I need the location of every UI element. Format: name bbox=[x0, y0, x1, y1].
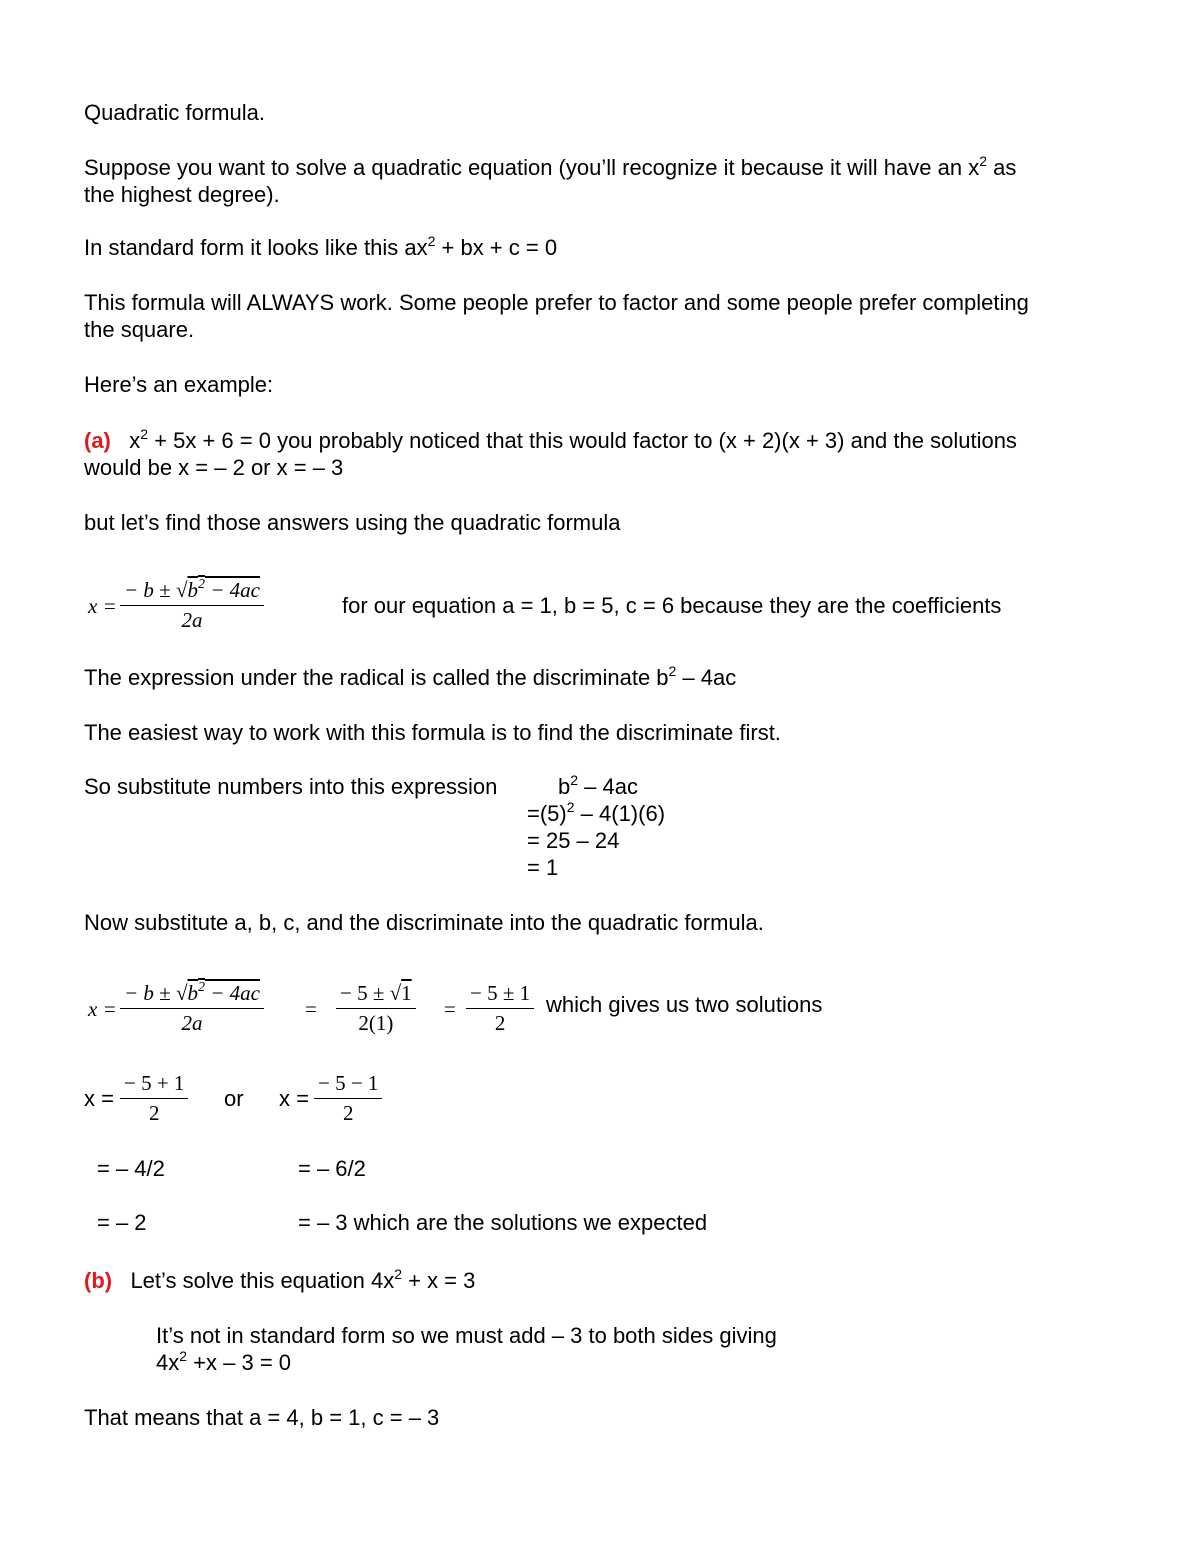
equals-sign-1: = bbox=[305, 997, 317, 1021]
or-text: or bbox=[224, 1086, 244, 1111]
x1-denominator: 2 bbox=[148, 1101, 160, 1125]
standard-form-exponent: 2 bbox=[427, 233, 436, 249]
x1-label: x = bbox=[84, 1086, 114, 1111]
result-2-right: = – 3 which are the solutions we expected bbox=[298, 1210, 708, 1235]
simplified-denominator: 2 bbox=[494, 1011, 506, 1035]
always-line-1: This formula will ALWAYS work. Some people prefer to factor and some people prefer completing bbox=[84, 290, 1029, 315]
part-a-line-1 bbox=[84, 427, 1017, 455]
standard-form-text: In standard form it looks like this ax bbox=[84, 235, 428, 260]
intro-line-2: the highest degree). bbox=[84, 182, 280, 207]
simplified-fraction bbox=[466, 981, 534, 1036]
easiest-line: The easiest way to work with this formula is to find the discriminate first. bbox=[84, 720, 781, 745]
discriminant-line: The expression under the radical is called the discriminate $b^2 - 4ac$ bbox=[84, 663, 737, 690]
formula-x-equals: x = bbox=[88, 594, 117, 618]
substituted-denominator: 2(1) bbox=[358, 1011, 394, 1035]
x1-fraction bbox=[120, 1071, 188, 1126]
standard-form-rest: + bx + c = 0 bbox=[435, 235, 558, 260]
part-a-text: + 5x + 6 = 0 you probably noticed that this would factor to (x + 2)(x + 3) and the solutions bbox=[148, 428, 1017, 453]
part-b-line-1: (b) Let’s solve this equation $4x^2 + x = 3$ bbox=[84, 1266, 476, 1293]
formula2-numerator: − $b \pm √b^2 - 4ac$ bbox=[120, 981, 264, 1009]
substitute-line: So substitute numbers into this expression bbox=[84, 774, 498, 799]
x2-denominator: 2 bbox=[342, 1101, 354, 1125]
coefficients-text: for our equation a = 1, b = 5, c = 6 because they are the coefficients bbox=[342, 593, 1002, 618]
part-b-indent-1: It’s not in standard form so we must add – 3 to both sides giving bbox=[156, 1323, 777, 1348]
substituted-fraction bbox=[336, 981, 416, 1036]
standard-form-line bbox=[84, 234, 557, 262]
now-substitute-line: Now substitute a, b, c, and the discriminate into the quadratic formula. bbox=[84, 910, 764, 935]
quadratic-formula-fraction-2 bbox=[120, 981, 264, 1036]
part-a-label: (a) bbox=[84, 428, 111, 453]
intro-exponent: 2 bbox=[979, 153, 987, 169]
formula2-x-equals: x = bbox=[88, 997, 117, 1021]
intro-line-1 bbox=[84, 154, 1016, 182]
x2-numerator: − 5 − 1 bbox=[314, 1071, 382, 1099]
example-intro: Here’s an example: bbox=[84, 372, 274, 397]
result-2-left: = – 2 bbox=[97, 1210, 147, 1235]
sub-step-3: = 1 bbox=[527, 855, 559, 880]
sub-step-2: = 25 – 24 bbox=[527, 828, 620, 853]
formula2-denominator: 2a bbox=[181, 1011, 203, 1035]
formula-numerator: − $b \pm √b^2 - 4ac$ bbox=[120, 578, 264, 606]
two-solutions-text: which gives us two solutions bbox=[546, 992, 823, 1017]
but-lets-line: but let’s find those answers using the quadratic formula bbox=[84, 510, 621, 535]
formula-denominator: 2a bbox=[181, 608, 203, 632]
part-b-label: (b) bbox=[84, 1268, 113, 1293]
x1-numerator: − 5 + 1 bbox=[120, 1071, 188, 1099]
intro-text-b: as bbox=[987, 155, 1017, 180]
equals-sign-2: = bbox=[444, 997, 456, 1021]
result-1-right: = – 6/2 bbox=[298, 1156, 366, 1181]
x2-fraction bbox=[314, 1071, 382, 1126]
discriminant-expression: $b^2 - 4ac$ bbox=[558, 772, 638, 799]
quadratic-formula-fraction bbox=[120, 578, 264, 633]
result-1-left: = – 4/2 bbox=[97, 1156, 165, 1181]
part-a-x: x bbox=[129, 428, 141, 453]
page-title: Quadratic formula. bbox=[84, 100, 265, 125]
always-line-2: the square. bbox=[84, 317, 195, 342]
intro-text-a: Suppose you want to solve a quadratic equation (you’ll recognize it because it will have an x bbox=[84, 155, 980, 180]
substituted-numerator: − 5 ± √1 bbox=[336, 981, 416, 1009]
x2-label: x = bbox=[279, 1086, 309, 1111]
part-a-line-2: would be x = – 2 or x = – 3 bbox=[84, 455, 344, 480]
part-b-coefficients: That means that a = 4, b = 1, c = – 3 bbox=[84, 1405, 440, 1430]
sub-step-1: $=(5)^2 - 4(1)(6)$ bbox=[527, 799, 666, 826]
part-b-indent-2: $4x^2 +x - 3 = 0$ bbox=[156, 1348, 292, 1375]
simplified-numerator: − 5 ± 1 bbox=[466, 981, 534, 1009]
part-a-exponent: 2 bbox=[140, 426, 149, 442]
